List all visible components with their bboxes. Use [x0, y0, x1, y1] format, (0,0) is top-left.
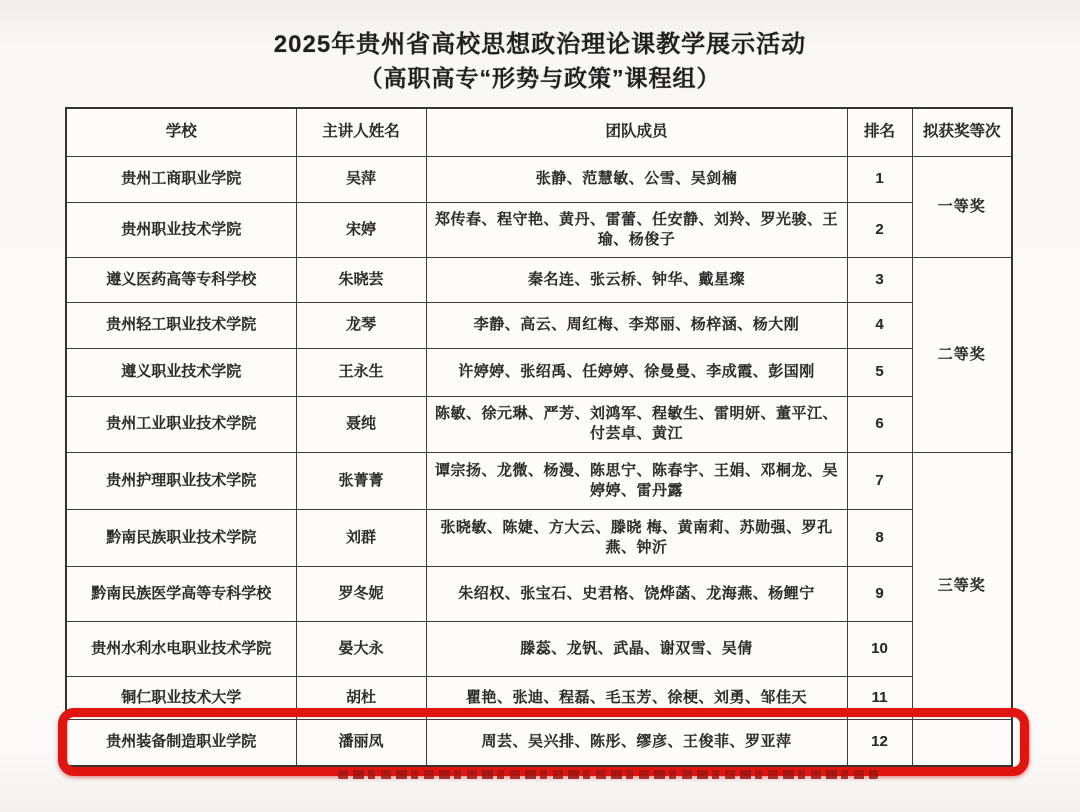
rank-cell: 1: [847, 156, 912, 202]
table-row: [66, 509, 1012, 566]
presenter-cell: 吴萍: [296, 156, 426, 202]
presenter-cell: 晏大永: [296, 621, 426, 676]
rank-cell: 6: [847, 396, 912, 452]
table-row: [66, 396, 1012, 452]
school-cell: 贵州工商职业学院: [66, 156, 296, 202]
document-title: [0, 28, 1080, 95]
members-cell: 许婷婷、张绍禹、任婷婷、徐曼曼、李成霞、彭国刚: [426, 348, 847, 396]
rank-cell: 7: [847, 452, 912, 509]
school-cell: 遵义职业技术学院: [66, 348, 296, 396]
col-header-members: 团队成员: [426, 108, 847, 156]
presenter-cell: 龙琴: [296, 302, 426, 348]
table-row: [66, 348, 1012, 396]
presenter-cell: 胡杜: [296, 676, 426, 719]
school-cell: 贵州职业技术学院: [66, 202, 296, 257]
school-cell: 贵州水利水电职业技术学院: [66, 621, 296, 676]
members-cell: 瞿艳、张迪、程磊、毛玉芳、徐梗、刘勇、邹佳天: [426, 676, 847, 719]
table-row: [66, 566, 1012, 621]
rank-cell: 2: [847, 202, 912, 257]
rank-cell: 9: [847, 566, 912, 621]
award-cell-first-prize: 一等奖: [912, 156, 1012, 257]
table-row: [66, 452, 1012, 509]
clipped-red-text-strip: [338, 770, 878, 779]
school-cell: 遵义医药高等专科学校: [66, 257, 296, 302]
award-cell-empty: [912, 719, 1012, 766]
table-row: [66, 302, 1012, 348]
presenter-cell: 潘丽凤: [296, 719, 426, 766]
presenter-cell: 张菁菁: [296, 452, 426, 509]
rank-cell: 3: [847, 257, 912, 302]
col-header-award: 拟获奖等次: [912, 108, 1012, 156]
rank-cell: 8: [847, 509, 912, 566]
presenter-cell: 王永生: [296, 348, 426, 396]
school-cell: 铜仁职业技术大学: [66, 676, 296, 719]
rank-cell: 12: [847, 719, 912, 766]
results-table: [65, 107, 1013, 767]
rank-cell: 10: [847, 621, 912, 676]
members-cell: 滕蕊、龙钒、武晶、谢双雪、吴倩: [426, 621, 847, 676]
table-row: [66, 156, 1012, 202]
members-cell: 郑传春、程守艳、黄丹、雷蕾、任安静、刘羚、罗光骏、王瑜、杨俊子: [426, 202, 847, 257]
presenter-cell: 宋婷: [296, 202, 426, 257]
members-cell: 陈敏、徐元琳、严芳、刘鸿军、程敏生、雷明妍、董平江、付芸卓、黄江: [426, 396, 847, 452]
col-header-presenter: 主讲人姓名: [296, 108, 426, 156]
members-cell: 张晓敏、陈婕、方大云、滕晓 梅、黄南莉、苏勋强、罗孔燕、钟沂: [426, 509, 847, 566]
table-row: [66, 621, 1012, 676]
presenter-cell: 刘群: [296, 509, 426, 566]
rank-cell: 5: [847, 348, 912, 396]
col-header-rank: 排名: [847, 108, 912, 156]
school-cell: 贵州装备制造职业学院: [66, 719, 296, 766]
members-cell: 朱绍权、张宝石、史君格、饶烨菡、龙海燕、杨鲤宁: [426, 566, 847, 621]
members-cell: 周芸、吴兴排、陈彤、缪彦、王俊菲、罗亚萍: [426, 719, 847, 766]
title-line-1: 2025年贵州省高校思想政治理论课教学展示活动: [273, 31, 807, 58]
table-row: [66, 257, 1012, 302]
presenter-cell: 罗冬妮: [296, 566, 426, 621]
members-cell: 秦名连、张云桥、钟华、戴星璨: [426, 257, 847, 302]
table-row-highlighted: [66, 719, 1012, 766]
school-cell: 黔南民族医学高等专科学校: [66, 566, 296, 621]
title-line-2: （高职高专“形势与政策”课程组）: [359, 65, 721, 91]
rank-cell: 11: [847, 676, 912, 719]
header-row: [66, 108, 1012, 156]
school-cell: 贵州轻工职业技术学院: [66, 302, 296, 348]
members-cell: 张静、范慧敏、公雪、吴剑楠: [426, 156, 847, 202]
rank-cell: 4: [847, 302, 912, 348]
members-cell: 李静、高云、周红梅、李郑丽、杨梓涵、杨大刚: [426, 302, 847, 348]
presenter-cell: 朱晓芸: [296, 257, 426, 302]
school-cell: 黔南民族职业技术学院: [66, 509, 296, 566]
award-cell-third-prize: 三等奖: [912, 452, 1012, 719]
award-cell-second-prize: 二等奖: [912, 257, 1012, 452]
members-cell: 谭宗扬、龙微、杨漫、陈思宁、陈春宇、王娟、邓桐龙、吴婷婷、雷丹露: [426, 452, 847, 509]
col-header-school: 学校: [66, 108, 296, 156]
table-row: [66, 202, 1012, 257]
school-cell: 贵州工业职业技术学院: [66, 396, 296, 452]
table-row: [66, 676, 1012, 719]
presenter-cell: 聂纯: [296, 396, 426, 452]
school-cell: 贵州护理职业技术学院: [66, 452, 296, 509]
